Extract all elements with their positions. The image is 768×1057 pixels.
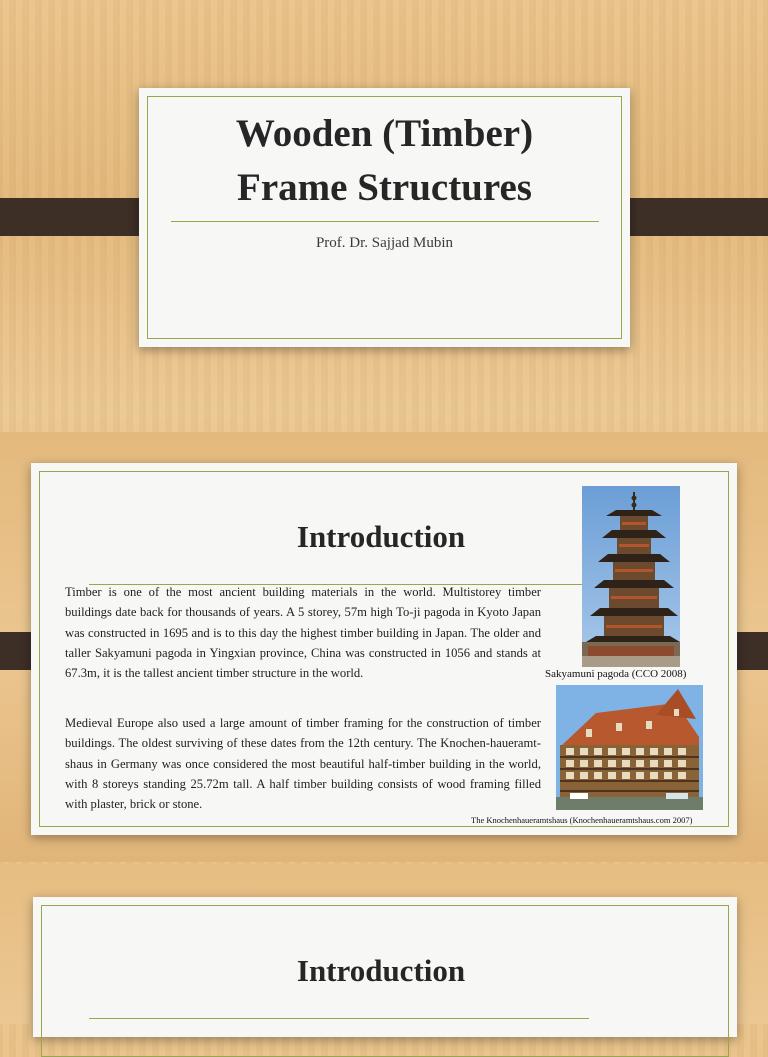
slide3-rule	[89, 1018, 589, 1019]
slide3-heading: Introduction	[296, 953, 466, 988]
slide2-content-card[interactable]	[31, 463, 737, 835]
pagoda-caption: Sakyamuni pagoda (CCO 2008)	[545, 668, 687, 680]
slide1-title-card[interactable]	[139, 88, 630, 347]
knochenhaueramtshaus-caption: The Knochenhaueramtshaus (Knochenhaueramtshaus.com 2007)	[471, 815, 693, 825]
pagoda-photo	[582, 486, 680, 667]
knochenhaueramtshaus-image	[556, 685, 703, 810]
slide3-content-card[interactable]	[33, 897, 737, 1037]
knochenhaueramtshaus-photo	[556, 685, 703, 810]
slide1-rule	[171, 221, 599, 222]
slide1-title-line2: Frame Structures	[237, 166, 532, 209]
slide2-heading: Introduction	[296, 519, 466, 554]
slide1-author: Prof. Dr. Sajjad Mubin	[315, 235, 454, 251]
slide2-paragraph-1: Timber is one of the most ancient building materials in the world. Multistorey timber buildings date back for thousands of years. A 5 storey, 57m high To-ji pagoda in Kyoto Japan was constructed in 1695 and is to this day the highest timber building in Japan. The older and taller Sakyamuni pagoda in Yingxian province, China was constructed in 1056 and stands at 67.3m, it is the tallest ancient timber structure in the world.	[65, 585, 541, 681]
slide1-right-bar	[612, 198, 768, 236]
slide1-title-line1: Wooden (Timber)	[235, 112, 534, 155]
slide1-left-bar	[0, 198, 156, 236]
pagoda-image	[582, 486, 680, 667]
slide2-paragraph-2: Medieval Europe also used a large amount of timber framing for the construction of timber buildings. The oldest surviving of these dates from the 12th century. The Knochen-haueramt-shaus in Germany was once considered the most beautiful half-timber building in the world, with 8 storeys standing 25.72m tall. A half timber building consists of wood framing filled with plaster, brick or stone.	[65, 716, 541, 812]
